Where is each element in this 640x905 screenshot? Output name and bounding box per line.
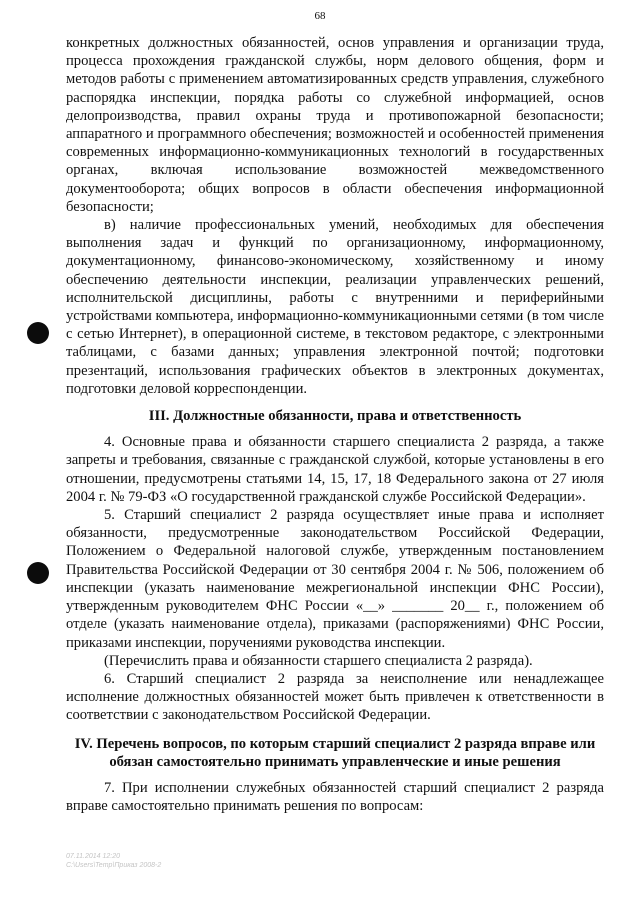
file-stamp-line-2: С:\Users\Temp\Приказ 2008-2 (66, 862, 162, 869)
paragraph-6: 6. Старший специалист 2 разряда за неисполнение или ненадлежащее исполнение должностных обязанностей может быть привлечен к ответственности в соответствии с законодательством Российской Федерации. (66, 670, 604, 724)
paragraph-5-note: (Перечислить права и обязанности старшего специалиста 2 разряда). (104, 652, 533, 669)
punch-hole-top (27, 322, 49, 344)
page-number: 68 (314, 10, 326, 22)
section-3-title: III. Должностные обязанности, права и ответственность (148, 408, 522, 425)
paragraph-7: 7. При исполнении служебных обязанностей старший специалист 2 разряда вправе самостоятельно принимать решения по вопросам: (66, 779, 604, 815)
paragraph-5: 5. Старший специалист 2 разряда осуществляет иные права и исполняет обязанности, предусмотренные законодательством Российской Федерации, Положением о Федеральной налоговой службе, утвержденным постановлением Правительства Российской Федерации от 30 сентября 2004 г. № 506, положением об инспекции (указать наименование межрегиональной инспекции ФНС России), утвержденным руководителем ФНС России «__» _______ 20__ г., положением об отделе (указать наименование отдела), приказами (распоряжениями) ФНС России, приказами инспекции, поручениями руководства инспекции. (66, 507, 604, 651)
section-4-title-line-2: обязан самостоятельно принимать управленческие и иные решения (109, 753, 561, 770)
paragraph-4: 4. Основные права и обязанности старшего специалиста 2 разряда, а также запреты и требования, связанные с гражданской службой, которые установлены в его отношении, предусмотрены статьями 14, 15, 17, 18 Федерального закона от 27 июля 2004 г. № 79-ФЗ «О государственной гражданской службе Российской Федерации». (66, 434, 604, 505)
section-4-title (66, 735, 604, 771)
section-4-title-line-1: IV. Перечень вопросов, по которым старший специалист 2 разряда вправе или (74, 735, 596, 752)
file-stamp-line-1: 07.11.2014 12:20 (66, 853, 120, 860)
document-body (66, 34, 604, 815)
file-stamp (66, 852, 161, 870)
paragraph-professional-skills: в) наличие профессиональных умений, необходимых для обеспечения выполнения задач и функций по организационному, информационному, документационному, финансово-экономическому, хозяйственному и иному обеспечению деятельности инспекции, реализации управленческих решений, исполнительской дисциплины, работы с внутренними и периферийными устройствами компьютера, информационно-коммуникационными сетями (в том числе с сетью Интернет), в операционной системе, в текстовом редакторе, с электронными таблицами, с базами данных; управления электронной почтой; подготовки презентаций, использования графических объектов в электронных документах, подготовки деловой корреспонденции. (66, 217, 604, 397)
paragraph-knowledge-continued: конкретных должностных обязанностей, основ управления и организации труда, процесса прохождения гражданской службы, норм делового общения, форм и методов работы с применением автоматизированных средств управления, служебного распорядка инспекции, порядка работы со служебной информацией, основ делопроизводства, правил охраны труда и противопожарной безопасности; аппаратного и программного обеспечения; возможностей и особенностей применения современных информационно-коммуникационных технологий в государственных органах, включая использование возможностей межведомственного документооборота; общих вопросов в области обеспечения информационной безопасности; (66, 35, 604, 215)
punch-hole-bottom (27, 562, 49, 584)
